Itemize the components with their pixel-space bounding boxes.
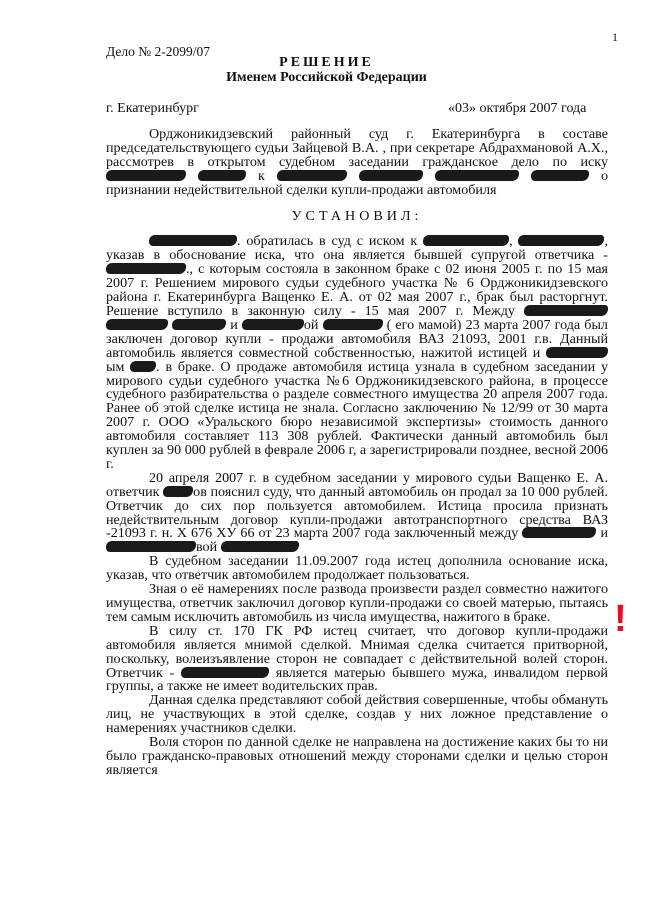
- redaction-mark: [198, 170, 246, 181]
- redaction-mark: [163, 486, 193, 497]
- redaction-mark: [106, 170, 186, 181]
- document-body: [106, 128, 608, 778]
- redaction-mark: [518, 235, 604, 246]
- paragraph-7: Воля сторон по данной сделке не направлена на достижение каких бы то ни было гражданско-правовых отношений между сторонами сделки и целью сторон является: [106, 734, 608, 778]
- exclamation-mark-icon: !: [614, 598, 627, 640]
- redaction-mark: [522, 527, 596, 538]
- paragraph-6: Данная сделка представляют собой действия совершенные, чтобы обмануть лиц, не участвующих в этой сделке, создав у них ложное представление о намерениях участников сделки.: [106, 692, 608, 737]
- redaction-mark: [242, 319, 304, 330]
- redaction-mark: [106, 319, 168, 330]
- redaction-mark: [277, 170, 347, 181]
- redaction-mark: [359, 170, 423, 181]
- redaction-mark: [106, 263, 186, 274]
- redaction-mark: [149, 235, 237, 246]
- page-number: 1: [612, 30, 618, 44]
- paragraph-3: В судебном заседании 11.09.2007 года истец дополнила основание иска, указав, что ответчик автомобилем продолжает пользоваться.: [106, 553, 608, 584]
- intro-paragraph: Орджоникидзевский районный суд г. Екатеринбурга в составе председательствующего судьи Зайцевой В.А. , при секретаре Абдрахмановой А.Х., рассмотрев в открытом судебном заседании гражданское дело по иску к о признании недействительной сделки купли-продажи автомобиля: [106, 126, 609, 198]
- ustanovil-heading: УСТАНОВИЛ:: [291, 207, 423, 224]
- redaction-mark: [130, 361, 156, 372]
- document-title: РЕШЕНИЕ: [279, 55, 374, 70]
- paragraph-2: 20 апреля 2007 г. в судебном заседании у мирового судьи Ващенко Е. А. ответчик ов пояснил суду, что данный автомобиль он продал за 10 000 рублей. Ответчик до сих пор пользуется автомобилем. Истица просила признать недействительным договор купли-продажи автотранспортного средства ВАЗ -21093 г. н. Х 676 ХУ 66 от 23 марта 2007 года заключенный между и вой: [106, 469, 608, 556]
- redaction-mark: [172, 319, 226, 330]
- redaction-mark: [323, 319, 383, 330]
- document-subtitle: Именем Российской Федерации: [226, 70, 427, 85]
- redaction-mark: [435, 170, 519, 181]
- redaction-mark: [423, 235, 509, 246]
- document-date: «03» октября 2007 года: [448, 101, 587, 116]
- redaction-mark: [524, 305, 608, 316]
- city: г. Екатеринбург: [106, 101, 199, 116]
- redaction-mark: [106, 541, 196, 552]
- redaction-mark: [531, 170, 589, 181]
- paragraph-1: . обратилась в суд с иском к , , указав в обоснование иска, что она является бывшей супругой ответчика - ., с которым состояла в законном браке с 02 июня 2005 г. по 15 мая 2007 г. Решением мирового судьи судебного участка № 6 Орджоникидзевского района г. Екатеринбурга Ващенко Е. А. от 02 мая 2007 г., брак был расторгнут. Решение вступило в законную силу - 15 мая 2007 г. Между и ой ( его мамой) 23 марта 2007 года был заключен договор купли - продажи автомобиля ВАЗ 21093, 2001 г.в. Данный автомобиль является совместной собственностью, нажитой истицей и ым . в браке. О продаже автомобиля истица узнала в судебном заседании у мирового судьи судебного участка №6 Орджоникидзевского района, в процессе судебного разбирательства о разделе совместного имущества 20 апреля 2007 года. Ранее об этой сделке истица не знала. Согласно заключению № 12/99 от 30 марта 2007 г. ООО «Уральского бюро независимой экспертизы» стоимость данного автомобиля составляет 113 308 рублей. Фактически данный автомобиль был куплен за 90 000 рублей в феврале 2006 г, а зарегистрировали позднее, весной 2006 г.: [106, 233, 609, 472]
- case-number: Дело № 2-2099/07: [106, 44, 210, 59]
- paragraph-4: Зная о её намерениях после развода произвести раздел совместно нажитого имущества, ответчик заключил договор купли-продажи со своей матерью, пытаясь тем самым исключить автомобиль из числа имущества, нажитого в браке.: [106, 581, 608, 625]
- redaction-mark: [181, 667, 269, 678]
- redaction-mark: [221, 541, 299, 552]
- paragraph-5: В силу ст. 170 ГК РФ истец считает, что договор купли-продажи автомобиля является мнимой сделкой. Мнимая сделка считается притворной, поскольку, волеизъявление сторон не совпадает с действительной волей сторон. Ответчик - является матерью бывшего мужа, инвалидом первой группы, а также не имеет водительских прав.: [106, 622, 608, 695]
- redaction-mark: [546, 347, 608, 358]
